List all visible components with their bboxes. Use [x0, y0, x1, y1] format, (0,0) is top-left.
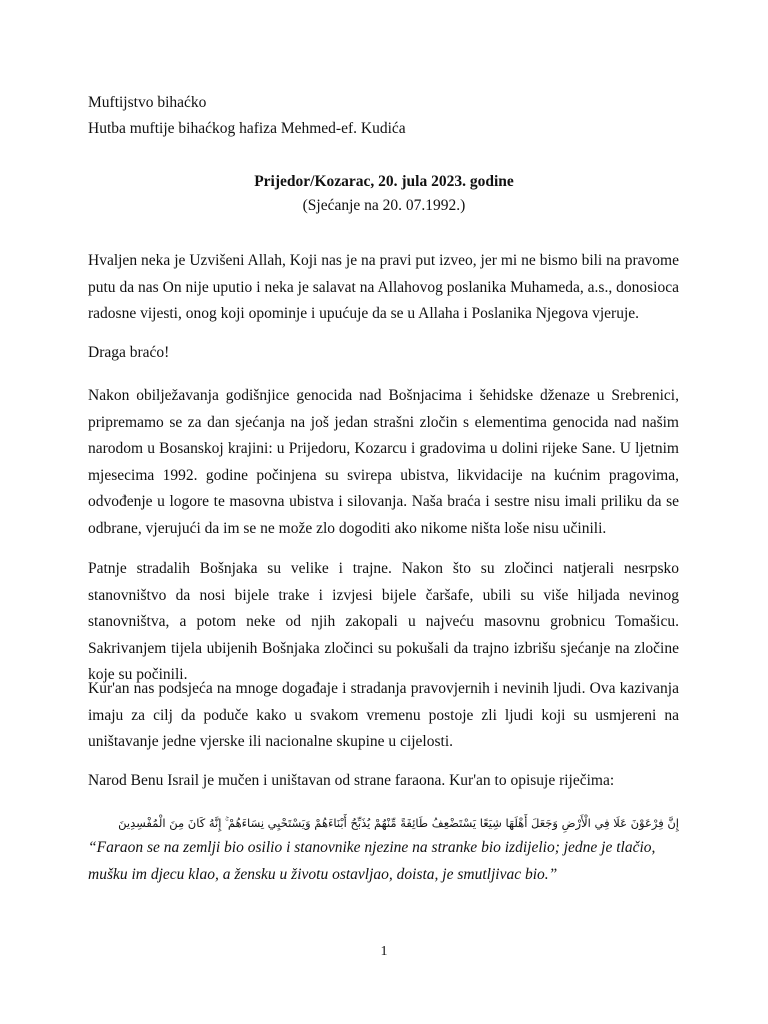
document-header	[88, 90, 688, 142]
paragraph-quran-lessons: Kur'an nas podsjeća na mnoge događaje i stradanja pravovjernih i nevinih ljudi. Ova kazivanja imaju za cilj da poduče kako u svakom vremenu postoje zli ljudi koji su usmjereni na uništavanje jedne vjerske ili nacionalne skupine u cijelosti.	[88, 680, 679, 750]
paragraph-suffering: Patnje stradalih Bošnjaka su velike i trajne. Nakon što su zločinci natjerali nesrpsko stanovništvo da nosi bijele trake i izvjesi bijele čaršafe, ubili su više hiljada nevinog stanovništva, a potom neke od njih zakopali u najveću masovnu grobnicu Tomašicu. Sakrivanjem tijela ubijenih Bošnjaka zločinci su pokušali da trajno izbrišu sjećanje na zločine koje su počinili.	[88, 560, 679, 683]
opening-paragraph: Hvaljen neka je Uzvišeni Allah, Koji nas je na pravi put izveo, jer mi ne bismo bili na pravome putu da nas On nije uputio i neka je salavat na Allahovog poslanika Muhameda, a.s., donosioca radosne vijesti, onog koji opominje i upućuje da se u Allaha i Poslanika Njegova vjeruje.	[88, 252, 679, 322]
arabic-verse: إِنَّ فِرْعَوْنَ عَلَا فِي الْأَرْضِ وَجَعَلَ أَهْلَهَا شِيَعًا يَسْتَضْعِفُ طَائِفَةً مِّنْهُمْ يُذَبِّحُ أَبْنَاءَهُمْ وَيَسْتَحْيِي نِسَاءَهُمْ ۚ إِنَّهُ كَانَ مِنَ الْمُفْسِدِينَ	[118, 816, 679, 830]
paragraph-benu-israil: Narod Benu Israil je mučen i uništavan od strane faraona. Kur'an to opisuje riječima:	[88, 772, 615, 789]
place-date-heading: Prijedor/Kozarac, 20. jula 2023. godine	[254, 173, 514, 190]
sermon-author-line: Hutba muftije bihaćkog hafiza Mehmed-ef. Kudića	[88, 120, 406, 137]
salutation: Draga braćo!	[88, 344, 170, 361]
remembrance-subtitle: (Sjećanje na 20. 07.1992.)	[302, 197, 466, 214]
institution-name: Muftijstvo bihaćko	[88, 94, 207, 111]
paragraph-srebrenica: Nakon obilježavanja godišnjice genocida nad Bošnjacima i šehidske dženaze u Srebrenici, pripremamo se za dan sjećanja na još jedan strašni zločin s elementima genocida nad našim narodom u Bosanskoj krajini: u Prijedoru, Kozarcu i gradovima u dolini rijeke Sane. U ljetnim mjesecima 1992. godine počinjena su svirepa ubistva, likvidacije na kućnim pragovima, odvođenje u logore te masovna ubistva i silovanja. Naša braća i sestre nisu imali priliku da se odbrane, vjerujući da im se ne može zlo dogoditi ako nikome ništa loše nisu učinili.	[88, 387, 679, 537]
verse-translation: “Faraon se na zemlji bio osilio i stanovnike njezine na stranke bio izdijelio; jedne je tlačio, mušku im djecu klao, a žensku u životu ostavljao, doista, je smutljivac bio.”	[88, 839, 656, 883]
page-number: 1	[380, 944, 388, 959]
document-title	[88, 170, 680, 218]
